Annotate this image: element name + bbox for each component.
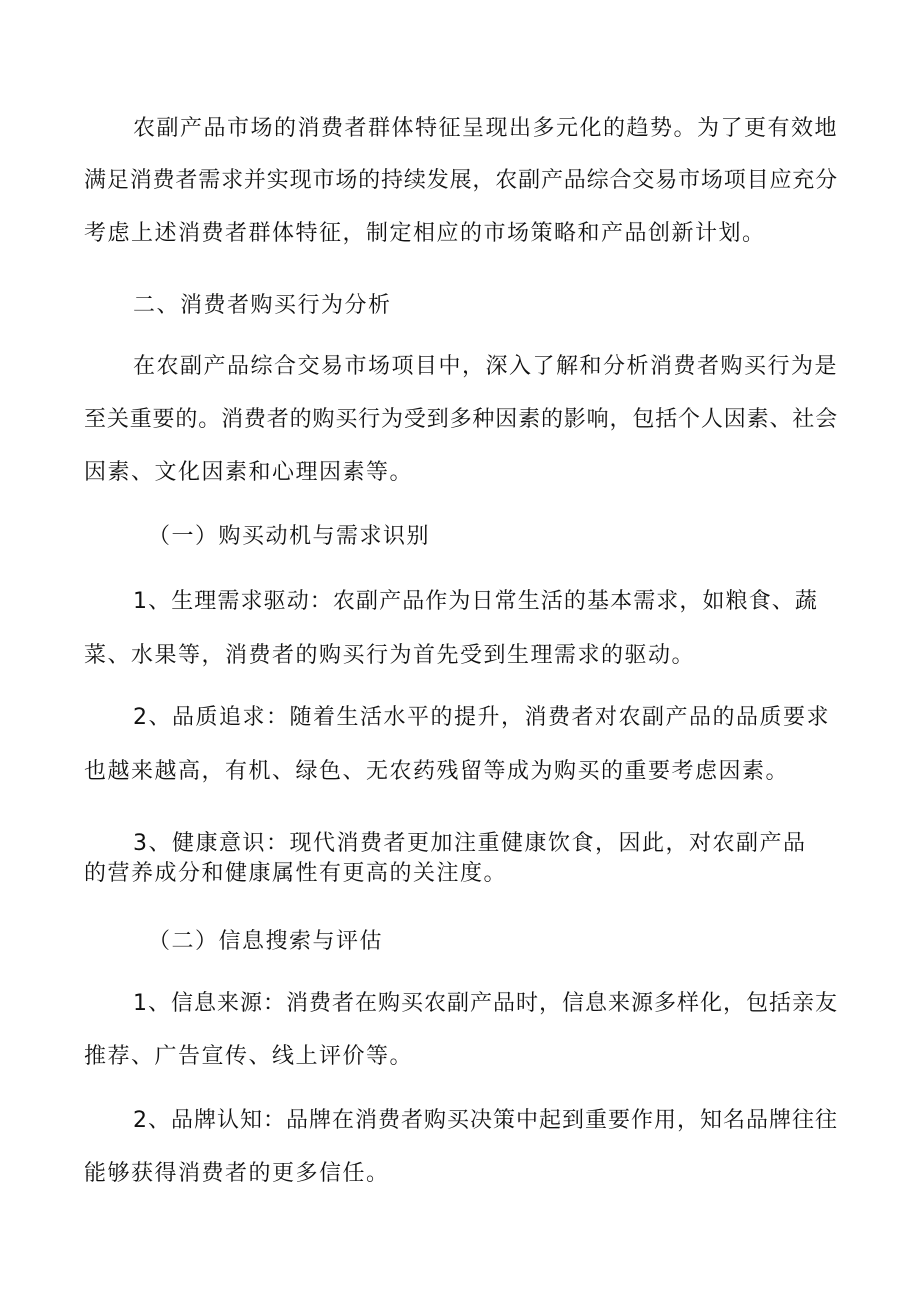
subsection-heading-1: （一）购买动机与需求识别 bbox=[148, 524, 431, 549]
item-2-line-2: 也越来越高，有机、绿色、无农药残留等成为购买的重要考虑因素。 bbox=[84, 759, 790, 784]
item-1-line-2: 菜、水果等，消费者的购买行为首先受到生理需求的驱动。 bbox=[84, 643, 696, 668]
item-5-line-2: 能够获得消费者的更多信任。 bbox=[84, 1161, 390, 1186]
subsection-heading-2: （二）信息搜索与评估 bbox=[148, 929, 384, 954]
item-3-line-1: 3、健康意识：现代消费者更加注重健康饮食，因此，对农副产品 bbox=[133, 831, 807, 856]
paragraph-2-line-1: 在农副产品综合交易市场项目中，深入了解和分析消费者购买行为是 bbox=[133, 354, 838, 379]
paragraph-1-line-3: 考虑上述消费者群体特征，制定相应的市场策略和产品创新计划。 bbox=[84, 221, 766, 246]
item-4-line-2: 推荐、广告宣传、线上评价等。 bbox=[84, 1044, 414, 1069]
item-2-line-1: 2、品质追求：随着生活水平的提升，消费者对农副产品的品质要求 bbox=[133, 705, 830, 730]
paragraph-1-line-1: 农副产品市场的消费者群体特征呈现出多元化的趋势。为了更有效地 bbox=[133, 116, 838, 141]
item-1-line-1: 1、生理需求驱动：农副产品作为日常生活的基本需求，如粮食、蔬 bbox=[133, 589, 818, 614]
item-4-line-1: 1、信息来源：消费者在购买农副产品时，信息来源多样化，包括亲友 bbox=[133, 991, 838, 1016]
paragraph-2-line-2: 至关重要的。消费者的购买行为受到多种因素的影响，包括个人因素、社会 bbox=[84, 407, 838, 432]
item-3-line-2: 的营养成分和健康属性有更高的关注度。 bbox=[84, 861, 508, 886]
section-heading-2: 二、消费者购买行为分析 bbox=[133, 293, 392, 318]
paragraph-2-line-3: 因素、文化因素和心理因素等。 bbox=[84, 460, 414, 485]
paragraph-1-line-2: 满足消费者需求并实现市场的持续发展，农副产品综合交易市场项目应充分 bbox=[84, 168, 838, 193]
item-5-line-1: 2、品牌认知：品牌在消费者购买决策中起到重要作用，知名品牌往往 bbox=[133, 1108, 838, 1133]
